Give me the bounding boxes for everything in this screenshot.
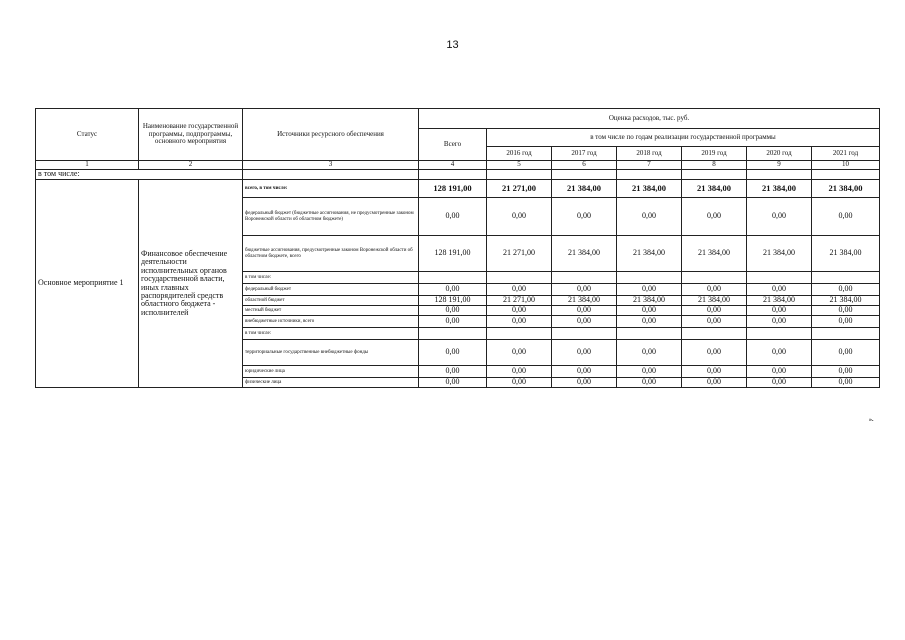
- year-value-cell: 0,00: [747, 284, 812, 296]
- year-value-cell: 0,00: [812, 340, 880, 366]
- empty-cell: [747, 170, 812, 180]
- year-value-cell: 0,00: [552, 306, 617, 316]
- year-value-cell: 0,00: [487, 378, 552, 388]
- year-value-cell: 0,00: [617, 284, 682, 296]
- source-cell: физические лица: [243, 378, 419, 388]
- header-year: 2016 год: [487, 147, 552, 161]
- end-mark: ».: [869, 417, 874, 423]
- header-year: 2019 год: [682, 147, 747, 161]
- source-cell: областной бюджет: [243, 296, 419, 306]
- year-value-cell: [682, 328, 747, 340]
- year-value-cell: 21 271,00: [487, 236, 552, 272]
- year-value-cell: 0,00: [812, 378, 880, 388]
- year-value-cell: 0,00: [487, 316, 552, 328]
- year-value-cell: 0,00: [812, 316, 880, 328]
- empty-cell: [419, 170, 487, 180]
- year-value-cell: 0,00: [487, 340, 552, 366]
- header-status: Статус: [36, 109, 139, 161]
- year-value-cell: 0,00: [617, 316, 682, 328]
- year-value-cell: [747, 328, 812, 340]
- year-value-cell: 21 384,00: [617, 180, 682, 198]
- source-cell: федеральный бюджет (бюджетные ассигнования, не предусмотренные законом Воронежской области об областном бюджете): [243, 198, 419, 236]
- year-value-cell: 0,00: [617, 340, 682, 366]
- header-total: Всего: [419, 129, 487, 161]
- empty-cell: [552, 170, 617, 180]
- total-cell: 0,00: [419, 340, 487, 366]
- year-value-cell: 0,00: [747, 316, 812, 328]
- column-index: 5: [487, 161, 552, 170]
- year-value-cell: [552, 328, 617, 340]
- year-value-cell: 21 384,00: [747, 296, 812, 306]
- year-value-cell: 21 384,00: [682, 296, 747, 306]
- empty-cell: [243, 170, 419, 180]
- year-value-cell: 0,00: [747, 366, 812, 378]
- column-index: 8: [682, 161, 747, 170]
- year-value-cell: 0,00: [747, 306, 812, 316]
- year-value-cell: 0,00: [812, 198, 880, 236]
- year-value-cell: 0,00: [487, 366, 552, 378]
- header-year: 2017 год: [552, 147, 617, 161]
- header-year: 2018 год: [617, 147, 682, 161]
- year-value-cell: [487, 328, 552, 340]
- year-value-cell: 0,00: [682, 366, 747, 378]
- year-value-cell: 0,00: [552, 316, 617, 328]
- page-number: 13: [446, 39, 459, 51]
- empty-cell: [617, 170, 682, 180]
- total-cell: 128 191,00: [419, 236, 487, 272]
- year-value-cell: 0,00: [812, 284, 880, 296]
- year-value-cell: 21 384,00: [682, 180, 747, 198]
- year-value-cell: [747, 272, 812, 284]
- measure-name-cell: Финансовое обеспечение деятельности исполнительных органов государственной власти, иных главных распорядителей средств областного бюджета - исполнителей: [139, 180, 243, 388]
- year-value-cell: 0,00: [487, 284, 552, 296]
- source-cell: юридические лица: [243, 366, 419, 378]
- header-by-years: в том числе по годам реализации государственной программы: [487, 129, 880, 147]
- header-name: Наименование государственной программы, подпрограммы, основного мероприятия: [139, 109, 243, 161]
- year-value-cell: 21 271,00: [487, 180, 552, 198]
- year-value-cell: 0,00: [552, 340, 617, 366]
- year-value-cell: 0,00: [747, 378, 812, 388]
- year-value-cell: 0,00: [617, 306, 682, 316]
- year-value-cell: 0,00: [682, 306, 747, 316]
- year-value-cell: 0,00: [682, 340, 747, 366]
- budget-table: [35, 108, 880, 388]
- status-cell: Основное мероприятие 1: [36, 180, 139, 388]
- header-sources: Источники ресурсного обеспечения: [243, 109, 419, 161]
- year-value-cell: [812, 328, 880, 340]
- year-value-cell: [617, 272, 682, 284]
- year-value-cell: 0,00: [682, 284, 747, 296]
- year-value-cell: 0,00: [682, 378, 747, 388]
- header-estimate: Оценка расходов, тыс. руб.: [419, 109, 880, 129]
- year-value-cell: 21 384,00: [617, 296, 682, 306]
- total-cell: 0,00: [419, 366, 487, 378]
- year-value-cell: 21 384,00: [552, 180, 617, 198]
- year-value-cell: [812, 272, 880, 284]
- header-year: 2021 год: [812, 147, 880, 161]
- year-value-cell: 21 384,00: [812, 236, 880, 272]
- source-cell: территориальные государственные внебюджетные фонды: [243, 340, 419, 366]
- year-value-cell: 0,00: [747, 340, 812, 366]
- total-cell: 0,00: [419, 306, 487, 316]
- year-value-cell: 0,00: [682, 198, 747, 236]
- year-value-cell: 0,00: [552, 198, 617, 236]
- year-value-cell: 21 271,00: [487, 296, 552, 306]
- year-value-cell: [617, 328, 682, 340]
- year-value-cell: 21 384,00: [812, 180, 880, 198]
- in-that-number-label: в том числе:: [36, 170, 243, 180]
- column-index: 10: [812, 161, 880, 170]
- year-value-cell: 0,00: [552, 284, 617, 296]
- source-cell: федеральный бюджет: [243, 284, 419, 296]
- year-value-cell: 0,00: [682, 316, 747, 328]
- year-value-cell: 0,00: [487, 306, 552, 316]
- source-cell: бюджетные ассигнования, предусмотренные законом Воронежской области об областном бюджете, всего: [243, 236, 419, 272]
- header-year: 2020 год: [747, 147, 812, 161]
- total-cell: [419, 328, 487, 340]
- year-value-cell: 21 384,00: [682, 236, 747, 272]
- year-value-cell: [682, 272, 747, 284]
- total-cell: 0,00: [419, 316, 487, 328]
- total-cell: 128 191,00: [419, 296, 487, 306]
- total-cell: [419, 272, 487, 284]
- total-cell: 128 191,00: [419, 180, 487, 198]
- table-row: [36, 180, 880, 198]
- year-value-cell: 0,00: [747, 198, 812, 236]
- source-cell: в том числе:: [243, 272, 419, 284]
- total-cell: 0,00: [419, 198, 487, 236]
- year-value-cell: 0,00: [487, 198, 552, 236]
- table-body: [36, 109, 880, 388]
- column-index: 6: [552, 161, 617, 170]
- year-value-cell: 21 384,00: [552, 236, 617, 272]
- year-value-cell: 21 384,00: [812, 296, 880, 306]
- year-value-cell: 0,00: [617, 198, 682, 236]
- source-cell: внебюджетные источники, всего: [243, 316, 419, 328]
- year-value-cell: 0,00: [617, 378, 682, 388]
- year-value-cell: 0,00: [812, 306, 880, 316]
- total-cell: 0,00: [419, 378, 487, 388]
- year-value-cell: 0,00: [812, 366, 880, 378]
- empty-cell: [682, 170, 747, 180]
- column-index: 1: [36, 161, 139, 170]
- year-value-cell: 0,00: [552, 378, 617, 388]
- column-index: 2: [139, 161, 243, 170]
- total-cell: 0,00: [419, 284, 487, 296]
- year-value-cell: [487, 272, 552, 284]
- column-index: 7: [617, 161, 682, 170]
- empty-cell: [487, 170, 552, 180]
- source-cell: всего, в том числе:: [243, 180, 419, 198]
- year-value-cell: 0,00: [617, 366, 682, 378]
- source-cell: в том числе:: [243, 328, 419, 340]
- column-index: 3: [243, 161, 419, 170]
- column-index: 4: [419, 161, 487, 170]
- year-value-cell: 0,00: [552, 366, 617, 378]
- year-value-cell: [552, 272, 617, 284]
- source-cell: местный бюджет: [243, 306, 419, 316]
- year-value-cell: 21 384,00: [617, 236, 682, 272]
- year-value-cell: 21 384,00: [747, 236, 812, 272]
- column-index: 9: [747, 161, 812, 170]
- year-value-cell: 21 384,00: [552, 296, 617, 306]
- empty-cell: [812, 170, 880, 180]
- year-value-cell: 21 384,00: [747, 180, 812, 198]
